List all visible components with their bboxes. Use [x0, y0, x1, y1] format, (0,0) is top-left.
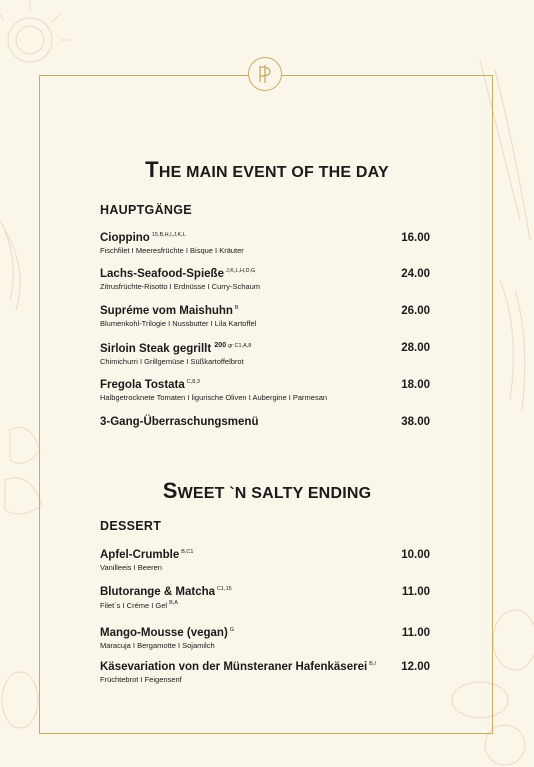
menu-item: Blutorange & Matcha $^{C1,15}$ Filet´s I Créme I Gel $^{B,A}$ 11.00 — [100, 586, 430, 610]
item-price: 26.00 — [401, 305, 430, 317]
item-price: 11.00 — [401, 586, 430, 598]
menu-item: Cioppino $^{15,B,H,I,J,K,L}$ Fischfilet I Meeresfrüchte I Bisque I Kräuter 16.00 — [100, 232, 430, 255]
section-title-sweet-salty: SWEET `N SALTY ENDING — [162, 478, 372, 503]
menu-item: 3-Gang-Überraschungsmenü 38.00 — [100, 416, 430, 428]
item-price: 28.00 — [401, 342, 430, 354]
item-price: 38.00 — [401, 416, 430, 428]
item-price: 18.00 — [401, 379, 430, 391]
monogram-logo-icon — [248, 57, 282, 91]
item-price: 12.00 — [401, 661, 430, 673]
menu-item: Sirloin Steak gegrillt $^{200}$ $^{gr C1,A,8}$ Chimichurri I Grillgemüse I Süßkartoffelbrot 28.00 — [100, 342, 430, 366]
menu-item: Lachs-Seafood-Spieße $^{J,K,L,H,D,G}$ Zitrusfrüchte-Risotto I Erdnüsse I Curry-Schaum 24.00 — [100, 268, 430, 291]
item-price: 24.00 — [401, 268, 430, 280]
section-title-main-event: THE MAIN EVENT OF THE DAY — [145, 157, 389, 182]
menu-item: Mango-Mousse (vegan) $^G$ Maracuja I Bergamotte I Sojamilch 11.00 — [100, 627, 430, 650]
item-price: 11.00 — [401, 627, 430, 639]
menu-item: Käsevariation von der Münsteraner Hafenkäserei $^{B,I}$ Früchtebrot I Feigensenf 12.00 — [100, 661, 430, 684]
menu-item: Apfel-Crumble $^{B,C1}$ Vanilleeis I Beeren 10.00 — [100, 549, 430, 572]
menu-item: Fregola Tostata $^{C,8,3}$ Halbgetrocknete Tomaten I ligurische Oliven I Aubergine I Parmesan 18.00 — [100, 379, 430, 402]
menu-item: Supréme vom Maishuhn $^B$ Blumenkohl-Trilogie I Nussbutter I Lila Kartoffel 26.00 — [100, 305, 430, 328]
item-price: 10.00 — [401, 549, 430, 561]
subheading-hauptgaenge: HAUPTGÄNGE — [100, 203, 192, 217]
subheading-dessert: DESSERT — [100, 519, 162, 533]
item-price: 16.00 — [401, 232, 430, 244]
